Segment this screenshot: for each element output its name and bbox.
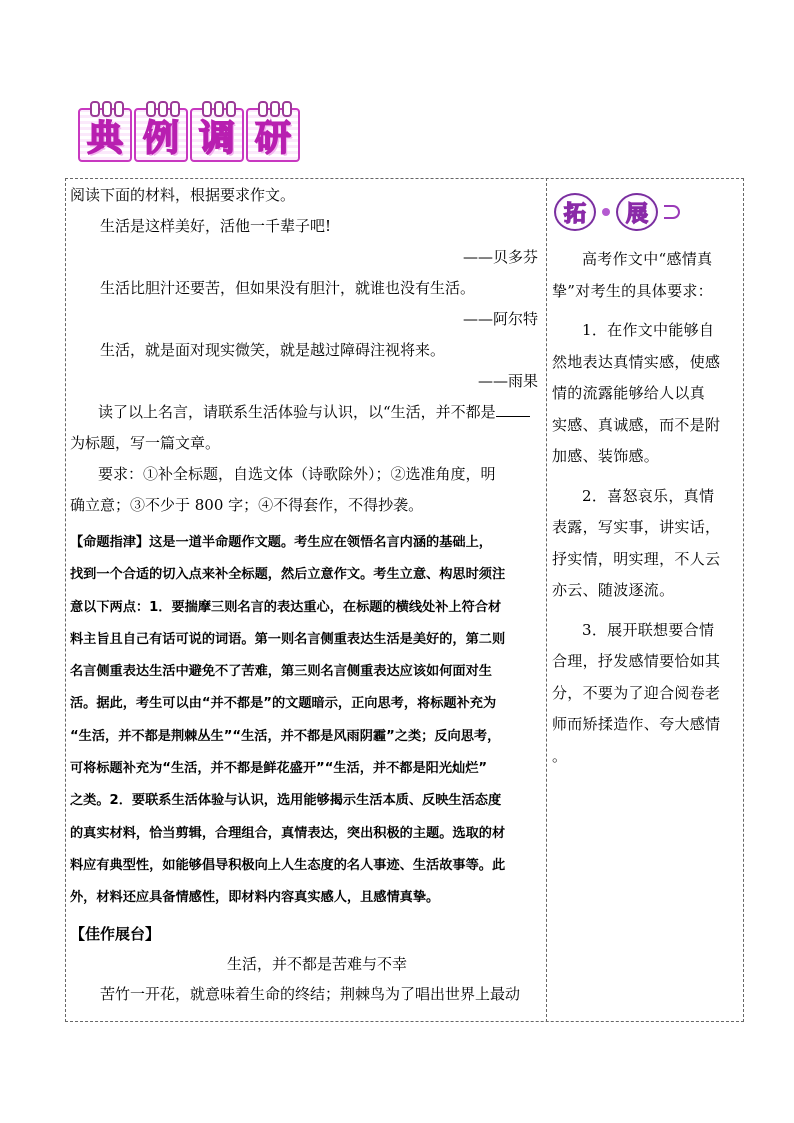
side-line: 挚”对考生的具体要求：: [552, 281, 713, 300]
essay-text: 苦竹一开花，就意味着生命的终结；荆棘鸟为了唱出世界上最动: [100, 984, 521, 1003]
banner-char: 研: [246, 108, 300, 162]
side-line: 情的流露能够给人以真: [552, 384, 706, 402]
task-text: 读了以上名言，请联系生活体验与认识，以“生活，并不都是: [70, 397, 544, 428]
showcase-heading: 【佳作展台】: [70, 924, 161, 943]
analysis-line: 找到一个合适的切入点来补全标题，然后立意作文。考生立意、构思时须注: [70, 567, 506, 583]
requirements-text: 确立意；③不少于 800 字；④不得套作，不得抄袭。: [70, 496, 424, 514]
badge-tail: [664, 205, 680, 219]
extension-badge: [554, 188, 740, 236]
banner-char: 例: [134, 108, 188, 162]
analysis-block: [70, 527, 544, 915]
side-line: 分，不要为了迎合阅卷老: [552, 683, 721, 702]
side-line: 1．在作文中能够自: [582, 321, 715, 339]
side-line: 抒实情，明实理，不人云: [552, 549, 721, 568]
analysis-line: “生活，并不都是荆棘丛生”“生活，并不都是风雨阴霾”之类；反向思考，: [70, 728, 501, 744]
badge-dot: [602, 208, 610, 216]
side-column: [552, 180, 740, 772]
analysis-line: 外，材料还应具备情感性，即材料内容真实感人，且感情真挚。: [70, 890, 440, 906]
quote-text: 生活，就是面对现实微笑，就是越过障碍注视将来。: [100, 341, 446, 359]
side-line: 加感、装饰感。: [552, 447, 660, 465]
analysis-line: 的真实材料，恰当剪辑，合理组合，真情表达，突出积极的主题。选取的材: [70, 825, 506, 841]
analysis-line: 意以下两点：1．要揣摩三则名言的表达重心，在标题的横线处补上符合材: [70, 599, 502, 615]
side-heading: [552, 244, 740, 307]
analysis-line: 料主旨且自己有话可说的词语。第一则名言侧重表达生活是美好的，第二则: [70, 631, 506, 647]
badge-char: 拓: [554, 193, 596, 231]
side-point: [552, 315, 740, 473]
side-point: [552, 615, 740, 773]
analysis-line: 【命题指津】这是一道半命题作文题。考生应在领悟名言内涵的基础上，: [70, 535, 492, 550]
quote-text: 生活比胆汁还要苦，但如果没有胆汁，就谁也没有生活。: [100, 279, 476, 297]
quote-author: ——阿尔特: [462, 310, 538, 328]
analysis-line: 可将标题补充为“生活，并不都是鲜花盛开”“生活，并不都是阳光灿烂”: [70, 761, 488, 777]
essay-title: 生活，并不都是苦难与不幸: [226, 954, 407, 973]
analysis-line: 名言侧重表达生活中避免不了苦难，第三则名言侧重表达应该如何面对生: [70, 664, 492, 680]
quote-text: 生活是这样美好，活他一千辈子吧!: [100, 217, 332, 235]
side-line: 师而矫揉造作、夸大感情: [552, 715, 721, 733]
banner-char: 典: [78, 108, 132, 162]
section-banner: [78, 100, 300, 162]
side-point: [552, 481, 740, 607]
side-line: 合理，抒发感情要恰如其: [552, 652, 721, 670]
side-line: 高考作文中“感情真: [582, 250, 713, 268]
analysis-line: 之类。2．要联系生活体验与认识，选用能够揭示生活本质、反映生活态度: [70, 793, 502, 809]
side-line: 然地表达真情实感，使感: [552, 352, 721, 371]
title-blank: [496, 402, 530, 417]
side-line: 实感、真诚感，而不是附: [552, 415, 721, 434]
requirements-text: 要求：①补全标题，自选文体（诗歌除外）；②选准角度，明: [98, 465, 496, 483]
side-line: 2．喜怒哀乐，真情: [582, 486, 715, 505]
column-divider: [546, 178, 547, 1022]
analysis-line: 活。据此，考生可以由“并不都是”的文题暗示，正向思考，将标题补充为: [70, 696, 497, 712]
banner-char: 调: [190, 108, 244, 162]
side-line: 表露，写实事，讲实话，: [552, 518, 721, 536]
task-text: 为标题，写一篇文章。: [70, 434, 221, 452]
side-line: 3．展开联想要合情: [582, 620, 715, 639]
badge-char: 展: [616, 193, 658, 231]
intro-text: 阅读下面的材料，根据要求作文。: [70, 186, 296, 204]
main-column: [70, 180, 544, 1010]
quote-author: ——雨果: [477, 372, 538, 390]
side-line: 。: [552, 746, 568, 765]
quote-author: ——贝多芬: [462, 248, 538, 266]
analysis-line: 料应有典型性，如能够倡导积极向上人生态度的名人事迹、生活故事等。此: [70, 857, 506, 873]
side-line: 亦云、随波逐流。: [552, 581, 675, 599]
